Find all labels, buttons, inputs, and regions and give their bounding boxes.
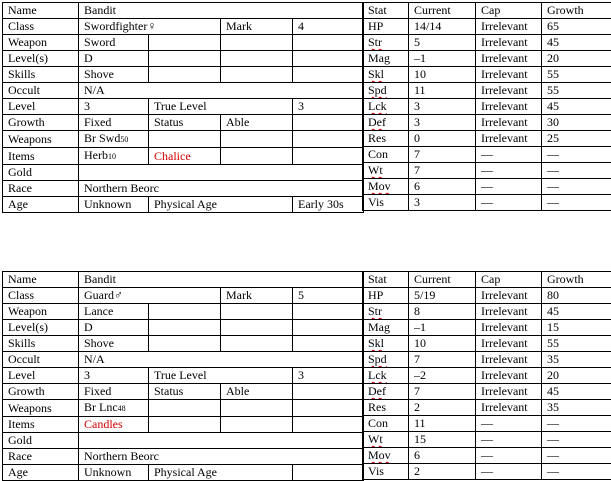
gold-label: Gold <box>3 433 79 449</box>
mark-label: Mark <box>221 19 293 35</box>
cap-header: Cap <box>476 3 542 19</box>
stat-name <box>363 67 409 83</box>
stat-current: 3 <box>409 195 476 211</box>
row-gold <box>3 433 364 449</box>
stat-row-lck <box>363 99 611 115</box>
name-label: Name <box>3 272 79 288</box>
empty-cell <box>221 51 293 67</box>
levels-value: D <box>79 320 149 336</box>
empty-cell <box>149 67 221 83</box>
weapons-cell <box>79 131 149 148</box>
stat-name <box>363 163 409 179</box>
stat-name <box>363 336 409 352</box>
stat-row-vis <box>363 464 611 480</box>
stat-row-spd <box>363 352 611 368</box>
row-weapon <box>3 304 364 320</box>
stat-row-str <box>363 35 611 51</box>
growth-value: Fixed <box>79 384 149 400</box>
row-occult <box>3 83 364 99</box>
stats-table <box>362 2 611 211</box>
stat-name: HP <box>363 288 409 304</box>
empty-cell <box>149 304 221 320</box>
occult-value: N/A <box>79 352 364 368</box>
stat-cap: — <box>476 448 542 464</box>
empty-cell <box>293 336 364 352</box>
name-value: Bandit <box>79 3 364 19</box>
empty-cell <box>293 400 364 417</box>
weapons-label: Weapons <box>3 400 79 417</box>
stat-current: 11 <box>409 83 476 99</box>
row-age <box>3 465 364 481</box>
growth-header: Growth <box>542 3 611 19</box>
stat-cap: Irrelevant <box>476 35 542 51</box>
stat-current: 6 <box>409 179 476 195</box>
stat-name: Con <box>363 147 409 163</box>
stat-row-hp <box>363 19 611 35</box>
stat-cap: Irrelevant <box>476 368 542 384</box>
stat-cap: Irrelevant <box>476 288 542 304</box>
level-label: Level <box>3 368 79 384</box>
empty-cell <box>293 51 364 67</box>
stat-cap: Irrelevant <box>476 83 542 99</box>
stat-row-skl <box>363 67 611 83</box>
weapons-label: Weapons <box>3 131 79 148</box>
empty-cell <box>221 304 293 320</box>
stat-row-res <box>363 131 611 147</box>
class-value: Guard <box>84 288 114 302</box>
stat-name: Vis <box>363 464 409 480</box>
status-label: Status <box>149 384 221 400</box>
stat-row-hp <box>363 288 611 304</box>
row-skills <box>3 67 364 83</box>
stat-growth: — <box>542 147 611 163</box>
stat-growth: 45 <box>542 99 611 115</box>
empty-cell <box>293 304 364 320</box>
gender-icon: ♂ <box>114 288 123 302</box>
level-value: 3 <box>79 99 149 115</box>
stat-current: 5/19 <box>409 288 476 304</box>
status-value: Able <box>221 115 293 131</box>
stat-growth: — <box>542 432 611 448</box>
stat-name: Res <box>363 131 409 147</box>
stat-growth: 35 <box>542 400 611 416</box>
empty-cell <box>221 131 293 148</box>
stat-cap: — <box>476 464 542 480</box>
stat-cap: — <box>476 147 542 163</box>
item2-value: Chalice <box>149 148 221 165</box>
empty-cell <box>149 35 221 51</box>
stat-current: 0 <box>409 131 476 147</box>
stat-name: HP <box>363 19 409 35</box>
stat-name <box>363 448 409 464</box>
stat-name <box>363 432 409 448</box>
stat-name-text: Lck <box>368 99 387 113</box>
name-value: Bandit <box>79 272 364 288</box>
row-weapons <box>3 131 364 148</box>
empty-cell <box>149 336 221 352</box>
stat-growth: 65 <box>542 19 611 35</box>
skills-value: Shove <box>79 67 149 83</box>
cap-header: Cap <box>476 272 542 288</box>
stat-name-text: Mov <box>368 448 391 462</box>
empty-cell <box>293 148 364 165</box>
growth-label: Growth <box>3 384 79 400</box>
gold-label: Gold <box>3 165 79 181</box>
weapon-label: Weapon <box>3 304 79 320</box>
race-value: Northern Beorc <box>79 181 364 197</box>
stat-cap: Irrelevant <box>476 384 542 400</box>
stat-row-spd <box>363 83 611 99</box>
stat-growth: — <box>542 416 611 432</box>
stat-cap: Irrelevant <box>476 115 542 131</box>
level-value: 3 <box>79 368 149 384</box>
stat-cap: — <box>476 195 542 211</box>
stat-growth: 80 <box>542 288 611 304</box>
stat-current: 7 <box>409 384 476 400</box>
stat-cap: Irrelevant <box>476 19 542 35</box>
age-label: Age <box>3 197 79 213</box>
stat-name-text: Spd <box>368 352 387 366</box>
empty-cell <box>221 417 293 433</box>
weapon-value: Sword <box>79 35 149 51</box>
items-label: Items <box>3 417 79 433</box>
stat-current: 7 <box>409 147 476 163</box>
mark-value: 5 <box>293 288 364 304</box>
stat-growth: 45 <box>542 384 611 400</box>
physical-age-label: Physical Age <box>149 197 293 213</box>
row-name <box>3 3 364 19</box>
stat-cap: — <box>476 432 542 448</box>
empty-cell <box>293 417 364 433</box>
name-label: Name <box>3 3 79 19</box>
stat-row-mag <box>363 51 611 67</box>
empty-cell <box>221 336 293 352</box>
stat-row-str <box>363 304 611 320</box>
empty-cell <box>221 35 293 51</box>
stat-cap: Irrelevant <box>476 51 542 67</box>
stat-growth: 25 <box>542 131 611 147</box>
stat-cap: Irrelevant <box>476 400 542 416</box>
stat-cap: Irrelevant <box>476 304 542 320</box>
class-label: Class <box>3 19 79 35</box>
item1-cell <box>79 148 149 165</box>
stat-current: 10 <box>409 336 476 352</box>
row-age <box>3 197 364 213</box>
status-label: Status <box>149 115 221 131</box>
age-label: Age <box>3 465 79 481</box>
levels-label: Level(s) <box>3 320 79 336</box>
stat-row-def <box>363 115 611 131</box>
row-class <box>3 288 364 304</box>
stat-name-text: Str <box>368 35 382 49</box>
skills-label: Skills <box>3 336 79 352</box>
levels-label: Level(s) <box>3 51 79 67</box>
stat-current: 3 <box>409 115 476 131</box>
empty-cell <box>149 417 221 433</box>
class-cell <box>79 288 221 304</box>
empty-cell <box>293 67 364 83</box>
stat-growth: 55 <box>542 336 611 352</box>
stat-current: 2 <box>409 400 476 416</box>
physical-age-label: Physical Age <box>149 465 293 481</box>
race-label: Race <box>3 449 79 465</box>
stat-current: 5 <box>409 35 476 51</box>
empty-cell <box>221 148 293 165</box>
info-table <box>2 271 364 481</box>
row-items <box>3 417 364 433</box>
stat-row-wt <box>363 163 611 179</box>
items-label: Items <box>3 148 79 165</box>
skills-value: Shove <box>79 336 149 352</box>
stat-current: 7 <box>409 352 476 368</box>
stat-name: Con <box>363 416 409 432</box>
row-weapons <box>3 400 364 417</box>
stat-name-text: Lck <box>368 368 387 382</box>
row-items <box>3 148 364 165</box>
levels-value: D <box>79 51 149 67</box>
stat-name: Mag <box>363 320 409 336</box>
race-label: Race <box>3 181 79 197</box>
stat-row-mag <box>363 320 611 336</box>
stat-current: 14/14 <box>409 19 476 35</box>
stat-name <box>363 83 409 99</box>
stat-current: 10 <box>409 67 476 83</box>
growth-label: Growth <box>3 115 79 131</box>
class-label: Class <box>3 288 79 304</box>
stat-name-text: Wt <box>368 163 383 177</box>
empty-cell <box>221 67 293 83</box>
stat-current: 3 <box>409 99 476 115</box>
empty-cell <box>149 131 221 148</box>
stat-growth: 35 <box>542 352 611 368</box>
stat-name-text: Skl <box>368 336 384 350</box>
stat-growth: 20 <box>542 51 611 67</box>
info-table <box>2 2 364 213</box>
row-growth <box>3 115 364 131</box>
stat-name <box>363 304 409 320</box>
stat-name: Res <box>363 400 409 416</box>
stat-cap: — <box>476 416 542 432</box>
stat-name <box>363 179 409 195</box>
stat-name <box>363 352 409 368</box>
gold-value <box>79 165 364 181</box>
stat-growth: 45 <box>542 304 611 320</box>
stat-name <box>363 115 409 131</box>
true-level-label: True Level <box>149 99 293 115</box>
empty-cell <box>221 400 293 417</box>
stat-current: –2 <box>409 368 476 384</box>
status-value: Able <box>221 384 293 400</box>
empty-cell <box>293 115 364 131</box>
age-value: Unknown <box>79 197 149 213</box>
stat-growth: 55 <box>542 83 611 99</box>
row-gold <box>3 165 364 181</box>
stat-cap: Irrelevant <box>476 131 542 147</box>
row-class <box>3 19 364 35</box>
mark-value: 4 <box>293 19 364 35</box>
stat-row-lck <box>363 368 611 384</box>
stat-current: 11 <box>409 416 476 432</box>
item1-value: Herb <box>84 148 108 162</box>
stat-header: Stat <box>363 3 409 19</box>
stat-growth: 15 <box>542 320 611 336</box>
weapons-uses: 48 <box>118 404 126 413</box>
stat-cap: Irrelevant <box>476 99 542 115</box>
empty-cell <box>149 400 221 417</box>
level-label: Level <box>3 99 79 115</box>
row-race <box>3 449 364 465</box>
row-occult <box>3 352 364 368</box>
current-header: Current <box>409 3 476 19</box>
stat-growth: 45 <box>542 35 611 51</box>
stat-name <box>363 368 409 384</box>
weapons-uses: 50 <box>120 135 128 144</box>
stat-growth: — <box>542 195 611 211</box>
weapons-value: Br Swd <box>84 131 120 145</box>
stats-table <box>362 271 611 480</box>
stat-row-mov <box>363 448 611 464</box>
stat-name-text: Def <box>368 115 386 129</box>
stat-row-vis <box>363 195 611 211</box>
gold-value <box>79 433 364 449</box>
row-weapon <box>3 35 364 51</box>
gender-icon: ♀ <box>147 19 156 33</box>
item1-value: Candles <box>79 417 149 433</box>
stat-cap: Irrelevant <box>476 352 542 368</box>
stat-current: 8 <box>409 304 476 320</box>
row-race <box>3 181 364 197</box>
true-level-value: 3 <box>293 99 364 115</box>
stat-row-res <box>363 400 611 416</box>
stat-cap: Irrelevant <box>476 67 542 83</box>
stat-name-text: Spd <box>368 83 387 97</box>
empty-cell <box>149 320 221 336</box>
empty-cell <box>293 131 364 148</box>
mark-label: Mark <box>221 288 293 304</box>
age-value: Unknown <box>79 465 149 481</box>
stat-cap: — <box>476 163 542 179</box>
stats-header-row <box>363 272 611 288</box>
stat-current: 7 <box>409 163 476 179</box>
stat-header: Stat <box>363 272 409 288</box>
stat-growth: — <box>542 448 611 464</box>
empty-cell <box>149 51 221 67</box>
row-level <box>3 368 364 384</box>
physical-age-value <box>293 465 364 481</box>
growth-value: Fixed <box>79 115 149 131</box>
class-cell <box>79 19 221 35</box>
current-header: Current <box>409 272 476 288</box>
stat-growth: — <box>542 163 611 179</box>
stat-cap: Irrelevant <box>476 320 542 336</box>
stat-name-text: Skl <box>368 67 384 81</box>
stat-row-con <box>363 147 611 163</box>
stat-name-text: Wt <box>368 432 383 446</box>
row-level <box>3 99 364 115</box>
empty-cell <box>293 320 364 336</box>
weapons-value: Br Lnc <box>84 400 118 414</box>
stat-current: 2 <box>409 464 476 480</box>
stat-current: 6 <box>409 448 476 464</box>
stat-current: –1 <box>409 51 476 67</box>
true-level-value: 3 <box>293 368 364 384</box>
stat-row-wt <box>363 432 611 448</box>
skills-label: Skills <box>3 67 79 83</box>
stat-name: Mag <box>363 51 409 67</box>
stat-name-text: Mov <box>368 179 391 193</box>
occult-value: N/A <box>79 83 364 99</box>
empty-cell <box>293 384 364 400</box>
stat-growth: 20 <box>542 368 611 384</box>
row-name <box>3 272 364 288</box>
empty-cell <box>293 35 364 51</box>
race-value: Northern Beorc <box>79 449 364 465</box>
stat-growth: 30 <box>542 115 611 131</box>
stat-growth: 55 <box>542 67 611 83</box>
growth-header: Growth <box>542 272 611 288</box>
physical-age-value: Early 30s <box>293 197 364 213</box>
row-levels <box>3 51 364 67</box>
row-growth <box>3 384 364 400</box>
stat-row-skl <box>363 336 611 352</box>
stat-current: 15 <box>409 432 476 448</box>
occult-label: Occult <box>3 352 79 368</box>
stat-name: Vis <box>363 195 409 211</box>
stat-row-def <box>363 384 611 400</box>
stat-row-con <box>363 416 611 432</box>
stat-growth: — <box>542 464 611 480</box>
stat-cap: — <box>476 179 542 195</box>
true-level-label: True Level <box>149 368 293 384</box>
stat-growth: — <box>542 179 611 195</box>
occult-label: Occult <box>3 83 79 99</box>
stat-name <box>363 384 409 400</box>
stat-name-text: Def <box>368 384 386 398</box>
stats-header-row <box>363 3 611 19</box>
empty-cell <box>221 320 293 336</box>
stat-name <box>363 99 409 115</box>
stat-name-text: Str <box>368 304 382 318</box>
stat-name <box>363 35 409 51</box>
row-skills <box>3 336 364 352</box>
weapons-cell <box>79 400 149 417</box>
stat-current: –1 <box>409 320 476 336</box>
weapon-label: Weapon <box>3 35 79 51</box>
weapon-value: Lance <box>79 304 149 320</box>
stat-row-mov <box>363 179 611 195</box>
stat-cap: Irrelevant <box>476 336 542 352</box>
item1-uses: 10 <box>108 152 116 161</box>
row-levels <box>3 320 364 336</box>
class-value: Swordfighter <box>84 19 147 33</box>
